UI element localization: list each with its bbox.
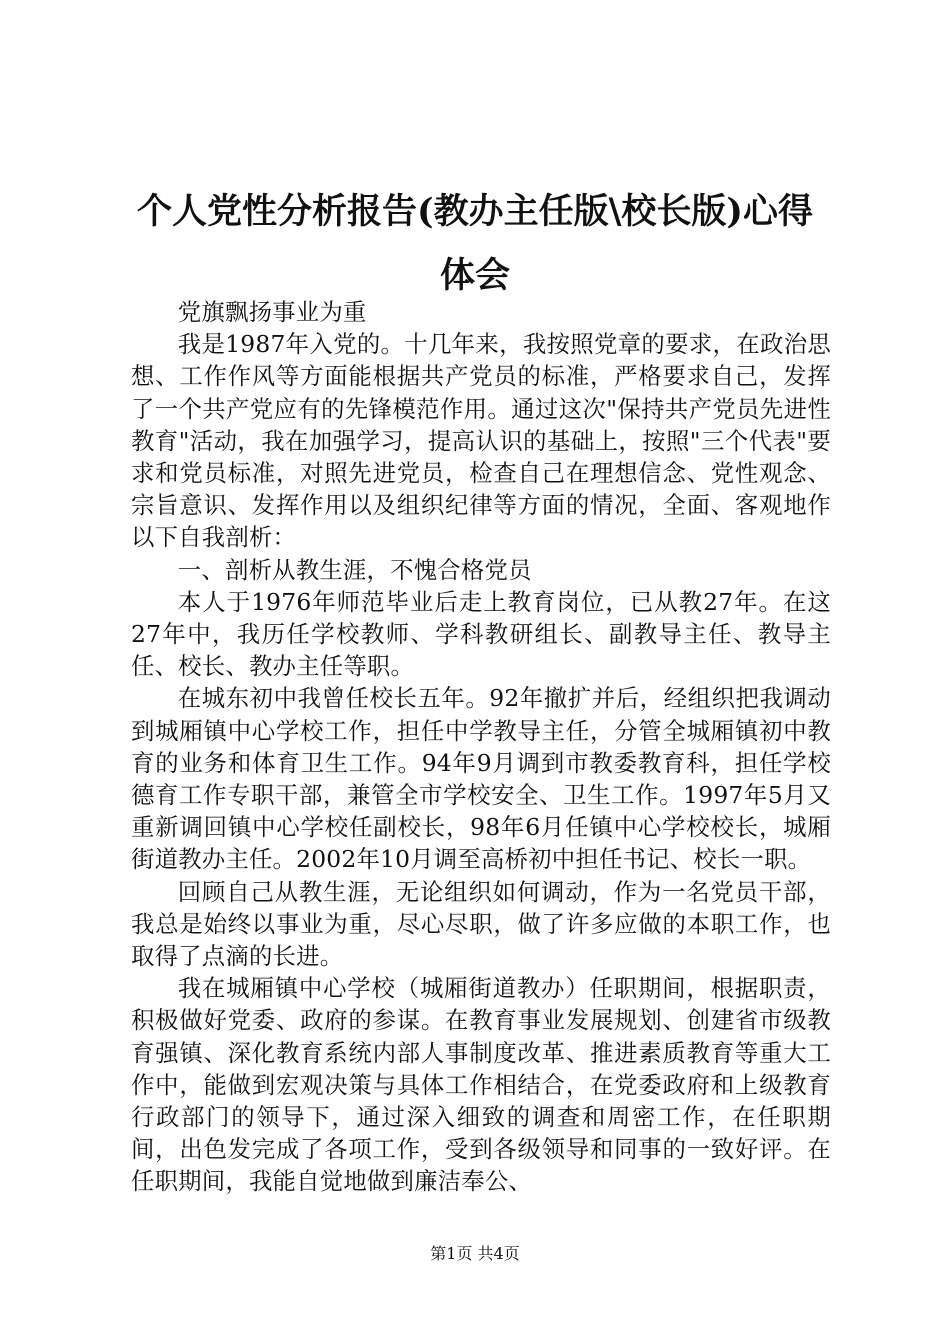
paragraph: 在城东初中我曾任校长五年。92年撤扩并后，经组织把我调动到城厢镇中心学校工作，担任中学教导主任，分管全城厢镇初中教育的业务和体育卫生工作。94年9月调到市教委教育科，担任学校德育工作专职干部，兼管全市学校安全、卫生工作。1997年5月又重新调回镇中心学校任副校长，98年6月任镇中心学校校长，城厢街道教办主任。2002年10月调至高桥初中担任书记、校长一职。	[131, 684, 831, 874]
document-title: 个人党性分析报告(教办主任版\校长版)心得体会	[137, 191, 813, 296]
paragraph: 我在城厢镇中心学校（城厢街道教办）任职期间，根据职责，积极做好党委、政府的参谋。在教育事业发展规划、创建省市级教育强镇、深化教育系统内部人事制度改革、推进素质教育等重大工作中，能做到宏观决策与具体工作相结合，在党委政府和上级教育行政部门的领导下，通过深入细致的调查和周密工作，在任职期间，出色发完成了各项工作，受到各级领导和同事的一致好评。在任职期间，我能自觉地做到廉洁奉公、	[131, 974, 831, 1196]
paragraph-subtitle: 党旗飘扬事业为重	[177, 298, 367, 326]
page-footer: 第1页 共4页	[430, 1244, 520, 1263]
paragraph: 本人于1976年师范毕业后走上教育岗位，已从教27年。在这27年中，我历任学校教师、学科教研组长、副教导主任、教导主任、校长、教办主任等职。	[131, 587, 831, 681]
paragraph: 回顾自己从教生涯，无论组织如何调动，作为一名党员干部，我总是始终以事业为重，尽心尽职，做了许多应做的本职工作，也取得了点滴的长进。	[131, 877, 831, 971]
paragraph: 我是1987年入党的。十几年来，我按照党章的要求，在政治思想、工作作风等方面能根据共产党员的标准，严格要求自己，发挥了一个共产党应有的先锋模范作用。通过这次"保持共产党员先进性教育"活动，我在加强学习，提高认识的基础上，按照"三个代表"要求和党员标准，对照先进党员，检查自己在理想信念、党性观念、宗旨意识、发挥作用以及组织纪律等方面的情况，全面、客观地作以下自我剖析：	[131, 330, 831, 552]
document-body	[131, 296, 831, 1198]
paragraph-section-heading: 一、剖析从教生涯，不愧合格党员	[177, 555, 532, 584]
